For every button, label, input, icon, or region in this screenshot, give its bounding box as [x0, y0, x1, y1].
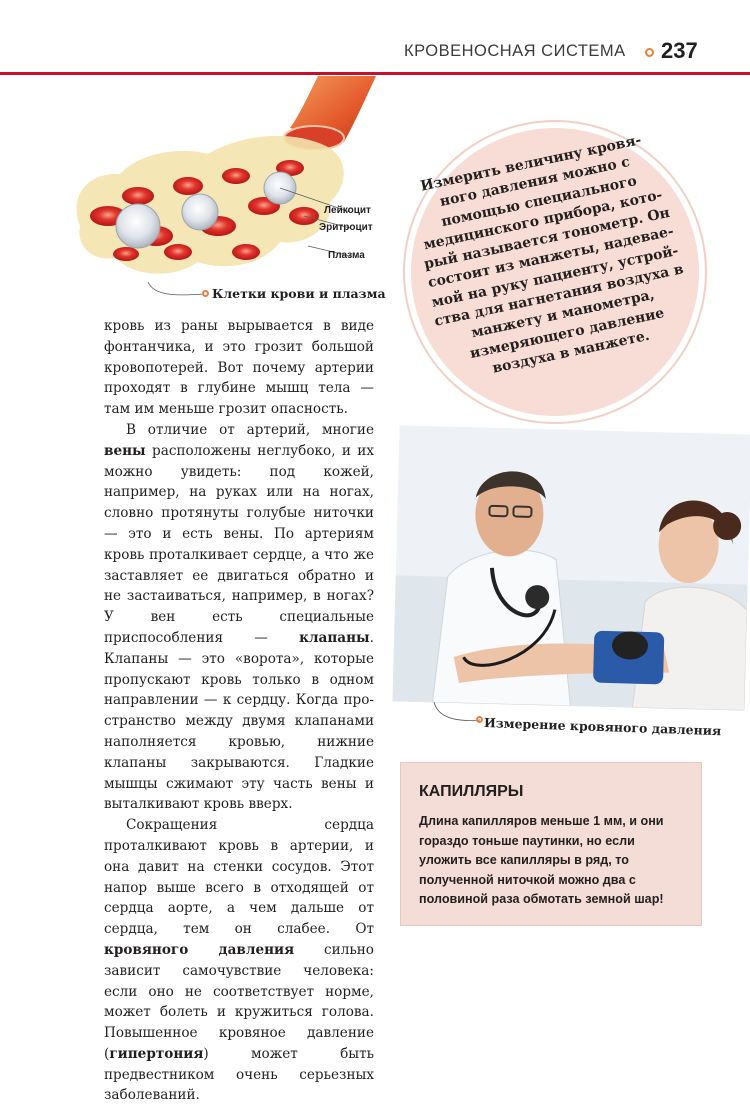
paragraph-1: кровь из раны вырывается в виде фонтанчика, и это грозит большой кровопотерей. Вот почему артерии проходят в глубине мышц тела — там им меньше грозит опасность.: [104, 318, 374, 418]
box-title: КАПИЛЛЯРЫ: [419, 783, 524, 800]
photo-caption: Измерение кровяного давления: [483, 715, 722, 739]
caption-bullet-icon: [202, 290, 209, 297]
photo-caption-bullet-icon: [476, 716, 483, 723]
label-leukocyte: Лейкоцит: [324, 205, 371, 216]
paragraph-2: В отличие от артерий, многие вены расположены неглубоко, и их можно увидеть: под кожей, например, на руках или на ногах, словно протянуты голубые ниточки — это и есть вены. По артериям кровь проталкивает сердце, а что же заставляет ее двигаться обратно и не застаиваться, например, в ногах? У вен есть специальные приспособления — клапаны. Клапаны — это «ворота», которые пропускают кровь только в одном направлении — к сердцу. Когда пространство между двумя клапанами наполняется кровью, нижние клапаны закрываются. Гладкие мышцы сжимают эту часть вены и выталкивают кровь вверх.: [104, 421, 374, 813]
term-hypertension: гипертония: [109, 1045, 204, 1062]
term-blood-pressure: кровяного давления: [104, 941, 295, 958]
header-bullet-icon: [645, 48, 654, 57]
page-number: 237: [661, 38, 698, 63]
photo-caption-leader: [430, 700, 490, 728]
term-valves: клапаны: [299, 629, 370, 646]
photo-drawing: [392, 425, 750, 710]
paragraph-3: Сокращения сердца проталкивают кровь в артерии, и она давит на стенки сосудов. Этот напор выше всего в отходящей от сердца аорте, а чем дальше от сердца, тем он слабее. От кровяного давления сильно зависит самочувствие человека: если оно не соответствует норме, может болеть и кружиться голова. Повышенное кровяное давление (гипертония) может быть предвестником очень серьезных заболеваний.: [104, 817, 374, 1104]
box-text: Длина капилляров меньше 1 мм, и они гораздо тоньше паутинки, но если уложить все капилляры в ряд, то полученной ниточкой можно два с половиной раза обмотать земной шар!: [419, 814, 664, 907]
illustration-caption: Клетки крови и плазма: [212, 286, 386, 301]
main-text-column: [104, 316, 374, 1106]
capillaries-box: [400, 762, 702, 926]
blood-cells-illustration: [68, 76, 388, 304]
header-rule: [0, 72, 750, 75]
label-erythrocyte: Эритроцит: [319, 222, 373, 233]
label-plasma: Плазма: [328, 250, 365, 261]
section-title: КРОВЕНОСНАЯ СИСТЕМА: [404, 42, 626, 60]
blood-pressure-photo: [392, 425, 750, 710]
term-veins: вены: [104, 442, 146, 459]
doctor-coat: [432, 548, 574, 706]
caption-leader: [146, 280, 210, 304]
callout-text: Измерить величину кровяного давления можно с помощью специального медицинского прибора, который называется тонометр. Он состоит из манжеты, надеваемой на руку пациенту, устройства для нагнетания воздуха в манжету и манометра, измеряющего давление воздуха в манжете.: [419, 132, 686, 377]
